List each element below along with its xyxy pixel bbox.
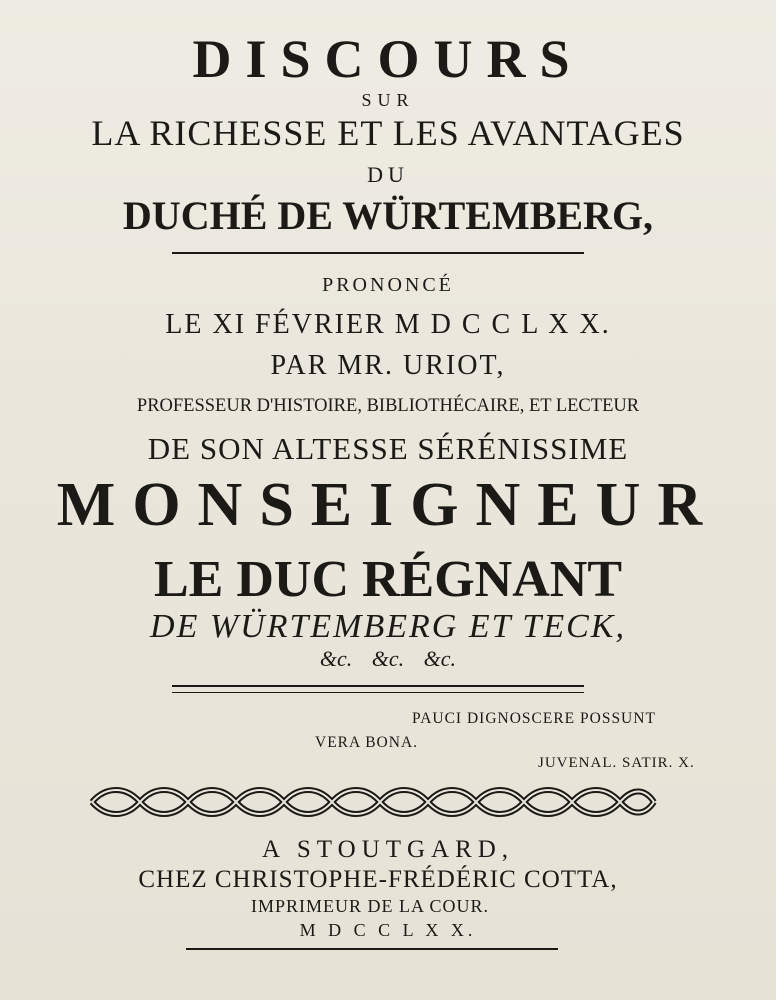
patron-line1: DE SON ALTESSE SÉRÉNISSIME xyxy=(147,431,629,466)
title-line2: LA RICHESSE ET LES AVANTAGES xyxy=(91,113,685,153)
author-line: PAR MR. URIOT, xyxy=(270,350,506,381)
motto-line1: PAUCI DIGNOSCERE POSSUNT xyxy=(412,710,656,727)
divider-rule-bottom xyxy=(186,948,558,950)
etc-line: &c. &c. &c. xyxy=(319,646,457,671)
date-line: LE XI FÉVRIER M D C C L X X. xyxy=(165,309,611,340)
imprint-place: A STOUTGARD, xyxy=(261,836,515,863)
motto-source: JUVENAL. SATIR. X. xyxy=(538,755,695,771)
patron-line2: MONSEIGNEUR xyxy=(56,471,720,539)
imprint-year: M D C C L X X. xyxy=(299,920,477,940)
divider-rule-double-top xyxy=(172,685,584,687)
divider-rule-double-bottom xyxy=(172,692,584,693)
patron-line4: DE WÜRTEMBERG ET TECK, xyxy=(150,608,626,645)
divider-rule-top xyxy=(172,252,584,254)
title-line3: DUCHÉ DE WÜRTEMBERG, xyxy=(122,193,654,238)
author-title: PROFESSEUR D'HISTOIRE, BIBLIOTHÉCAIRE, ET LECTEUR xyxy=(136,396,640,416)
prononce-line: PRONONCÉ xyxy=(322,274,454,296)
rope-ornament-icon xyxy=(86,780,660,824)
imprint-printer: CHEZ CHRISTOPHE-FRÉDÉRIC COTTA, xyxy=(138,866,618,893)
patron-line3: LE DUC RÉGNANT xyxy=(153,551,623,608)
title-sur: SUR xyxy=(361,90,415,110)
title-main: DISCOURS xyxy=(192,29,584,89)
motto-line2: VERA BONA. xyxy=(315,734,419,751)
title-du: DU xyxy=(367,162,409,187)
imprint-title: IMPRIMEUR DE LA COUR. xyxy=(250,896,490,916)
